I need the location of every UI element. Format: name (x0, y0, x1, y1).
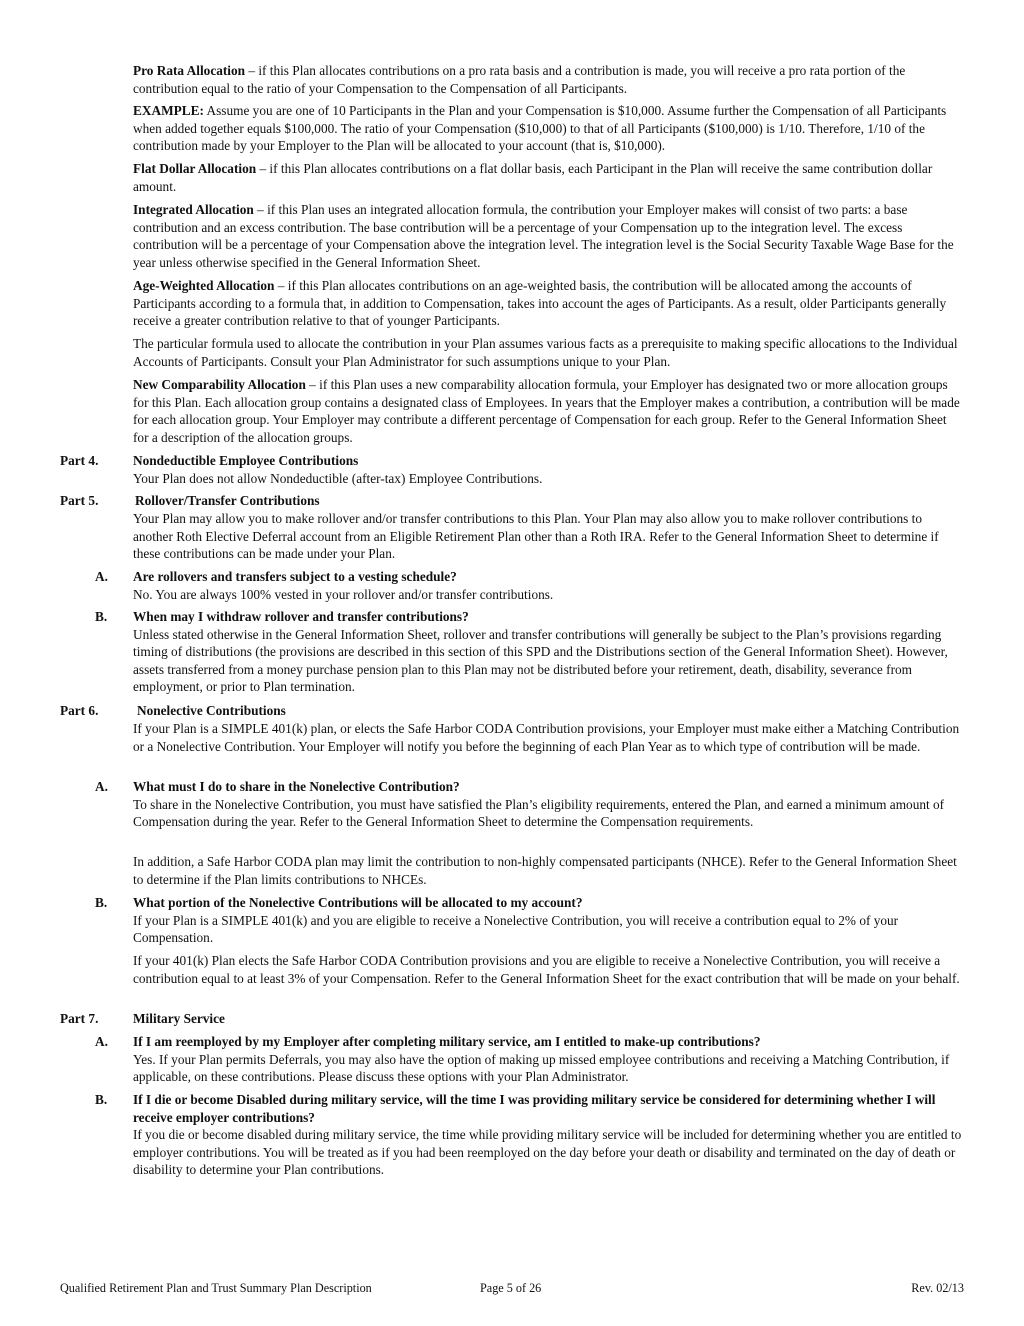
part-7-a-letter: A. (95, 1034, 108, 1049)
part-5-section (135, 492, 967, 510)
part-5-title: Rollover/Transfer Contributions (135, 493, 320, 508)
part-5-a-answer: No. You are always 100% vested in your rollover and/or transfer contributions. (133, 586, 554, 602)
part-5-b-answer: Unless stated otherwise in the General Information Sheet, rollover and transfer contributions will generally be subject to the Plan’s provisions regarding timing of distributions (the provisions are described in this section of this SPD and the Distributions section of the General Information Sheet). However, assets transferred from a money purchase pension plan to this Plan may not be distributed before your retirement, death, disability, severance from employment, or prior to Plan termination. (133, 626, 948, 695)
part-4-label: Part 4. (60, 453, 99, 468)
part-4-section (133, 452, 965, 487)
part-5-b-section (133, 608, 965, 696)
formula-note-text: The particular formula used to allocate the contribution in your Plan assumes various facts as a prerequisite to making specific allocations to the Individual Accounts of Participants. Consult your Plan Administrator for such assumptions unique to your Plan. (133, 336, 958, 369)
part-6-a-answer-2: In addition, a Safe Harbor CODA plan may limit the contribution to non-highly compensated participants (NHCE). Refer to the General Information Sheet to determine if the Plan limits contributions to NHCEs. (133, 854, 957, 887)
integrated-allocation-paragraph (133, 201, 965, 271)
part-5-a-question: Are rollovers and transfers subject to a vesting schedule? (133, 569, 457, 584)
pro-rata-text: – if this Plan allocates contributions on a pro rata basis and a contribution is made, you will receive a pro rata portion of the contribution equal to the ratio of your Compensation to the Compensation of all Participants. (133, 63, 906, 96)
part-5-a-letter: A. (95, 569, 108, 584)
part-6-a-answer: To share in the Nonelective Contribution, you must have satisfied the Plan’s eligibility requirements, entered the Plan, and earned a minimum amount of Compensation during the year. Refer to the General Information Sheet to determine the Compensation requirements. (133, 796, 945, 830)
part-7-a-answer: Yes. If your Plan permits Deferrals, you may also have the option of making up missed employee contributions and receiving a Matching Contribution, if applicable, on these contributions. Please discuss these options with your Plan Administrator. (133, 1051, 950, 1085)
part-6-text: If your Plan is a SIMPLE 401(k) plan, or elects the Safe Harbor CODA Contribution provisions, your Employer must make either a Matching Contribution or a Nonelective Contribution. Your Employer will notify you before the beginning of each Plan Year as to which type of contribution will be made. (133, 721, 960, 754)
new-comparability-text: – if this Plan uses a new comparability allocation formula, your Employer has designated two or more allocation groups for this Plan. Each allocation group contains a designated class of Employees. In years that the Employer makes a contribution, a contribution will be made for each allocation group. Your Employer may contribute a different percentage of Compensation for each group. Refer to the General Information Sheet for a description of the allocation groups. (133, 377, 960, 445)
part-5-b-question: When may I withdraw rollover and transfer contributions? (133, 609, 469, 624)
part-6-section (137, 702, 969, 720)
part-6-label: Part 6. (60, 703, 99, 718)
part-7-b-answer: If you die or become disabled during military service, the time while providing military service will be included for determining whether you are entitled to employer contributions. You will be treated as if you had been reemployed on the day before your death or disability and terminated on the day of death or disability to determine your Plan contributions. (133, 1127, 962, 1178)
part-7-b-letter: B. (95, 1092, 108, 1107)
example-paragraph (133, 102, 965, 155)
part-6-b-question: What portion of the Nonelective Contributions will be allocated to my account? (133, 895, 583, 910)
part-7-title: Military Service (133, 1011, 225, 1026)
part-7-section (133, 1010, 965, 1028)
part-6-title: Nonelective Contributions (137, 703, 286, 718)
flat-dollar-allocation-paragraph (133, 160, 965, 195)
part-4-title: Nondeductible Employee Contributions (133, 453, 359, 468)
part-7-b-question: If I die or become Disabled during military service, will the time I was providing military service be considered for determining whether I will receive employer contributions? (133, 1092, 936, 1125)
part-6-a-letter: A. (95, 779, 108, 794)
new-comparability-allocation-paragraph (133, 376, 965, 446)
part-6-b-letter: B. (95, 895, 108, 910)
footer-page-number: Page 5 of 26 (480, 1281, 542, 1295)
age-weighted-allocation-paragraph (133, 277, 965, 330)
part-7-label: Part 7. (60, 1011, 99, 1026)
part-6-a-addition (133, 853, 965, 888)
age-weighted-text: – if this Plan allocates contributions on an age-weighted basis, the contribution will be allocated among the accounts of Participants according to a formula that, in addition to Compensation, takes into account the ages of Participants. As a result, older Participants generally receive a greater contribution relative to that of younger Participants. (133, 278, 947, 329)
new-comparability-term: New Comparability Allocation (133, 377, 306, 392)
integrated-term: Integrated Allocation (133, 202, 254, 217)
part-5-label: Part 5. (60, 493, 99, 508)
part-6-body (133, 720, 965, 755)
footer-document-title: Qualified Retirement Plan and Trust Summary Plan Description (60, 1281, 372, 1295)
part-6-b-addition (133, 952, 965, 987)
part-7-a-section (133, 1033, 965, 1086)
example-text: Assume you are one of 10 Participants in the Plan and your Compensation is $10,000. Assume further the Compensation of all Participants when added together equals $100,000. The ratio of your Compensation ($10,000) to that of all Participants ($100,000) is 1/10. Therefore, 1/10 of the contribution made by your Employer to the Plan will be allocated to your account (that is, $10,000). (133, 103, 947, 154)
part-6-a-question: What must I do to share in the Nonelective Contribution? (133, 779, 460, 794)
part-6-b-answer: If your Plan is a SIMPLE 401(k) and you are eligible to receive a Nonelective Contribution, you will receive a contribution equal to 2% of your Compensation. (133, 912, 899, 946)
pro-rata-term: Pro Rata Allocation (133, 63, 246, 78)
pro-rata-allocation-paragraph (133, 62, 965, 97)
age-weighted-term: Age-Weighted Allocation (133, 278, 275, 293)
part-6-a-section (133, 778, 965, 831)
flat-dollar-term: Flat Dollar Allocation (133, 161, 257, 176)
part-4-text: Your Plan does not allow Nondeductible (after-tax) Employee Contributions. (133, 470, 543, 486)
part-6-b-section (133, 894, 965, 947)
integrated-text: – if this Plan uses an integrated allocation formula, the contribution your Employer makes will consist of two parts: a base contribution and an excess contribution. The base contribution will be a percentage of your Compensation up to the integration level. The excess contribution will be a percentage of your Compensation above the integration level. The integration level is the Social Security Taxable Wage Base for the year unless otherwise specified in the General Information Sheet. (133, 202, 954, 270)
part-5-b-letter: B. (95, 609, 108, 624)
example-term: EXAMPLE: (133, 103, 204, 118)
footer-revision: Rev. 02/13 (911, 1281, 964, 1295)
part-7-b-section (133, 1091, 965, 1179)
part-6-b-answer-2: If your 401(k) Plan elects the Safe Harbor CODA Contribution provisions and you are eligible to receive a Nonelective Contribution, you will receive a contribution equal to at least 3% of your Compensation. Refer to the General Information Sheet for the exact contribution that will be made on your behalf. (133, 953, 960, 986)
flat-dollar-text: – if this Plan allocates contributions on a flat dollar basis, each Participant in the Plan will receive the same contribution dollar amount. (133, 161, 933, 194)
part-5-text: Your Plan may allow you to make rollover and/or transfer contributions to this Plan. Your Plan may also allow you to make rollover contributions to another Roth Elective Deferral account from an Eligible Retirement Plan other than a Roth IRA. Refer to the General Information Sheet to determine if these contributions can be made under your Plan. (133, 511, 939, 562)
formula-note-paragraph (133, 335, 965, 370)
part-7-a-question: If I am reemployed by my Employer after completing military service, am I entitled to make-up contributions? (133, 1034, 761, 1049)
part-5-a-section (133, 568, 965, 603)
part-5-body (133, 510, 965, 563)
